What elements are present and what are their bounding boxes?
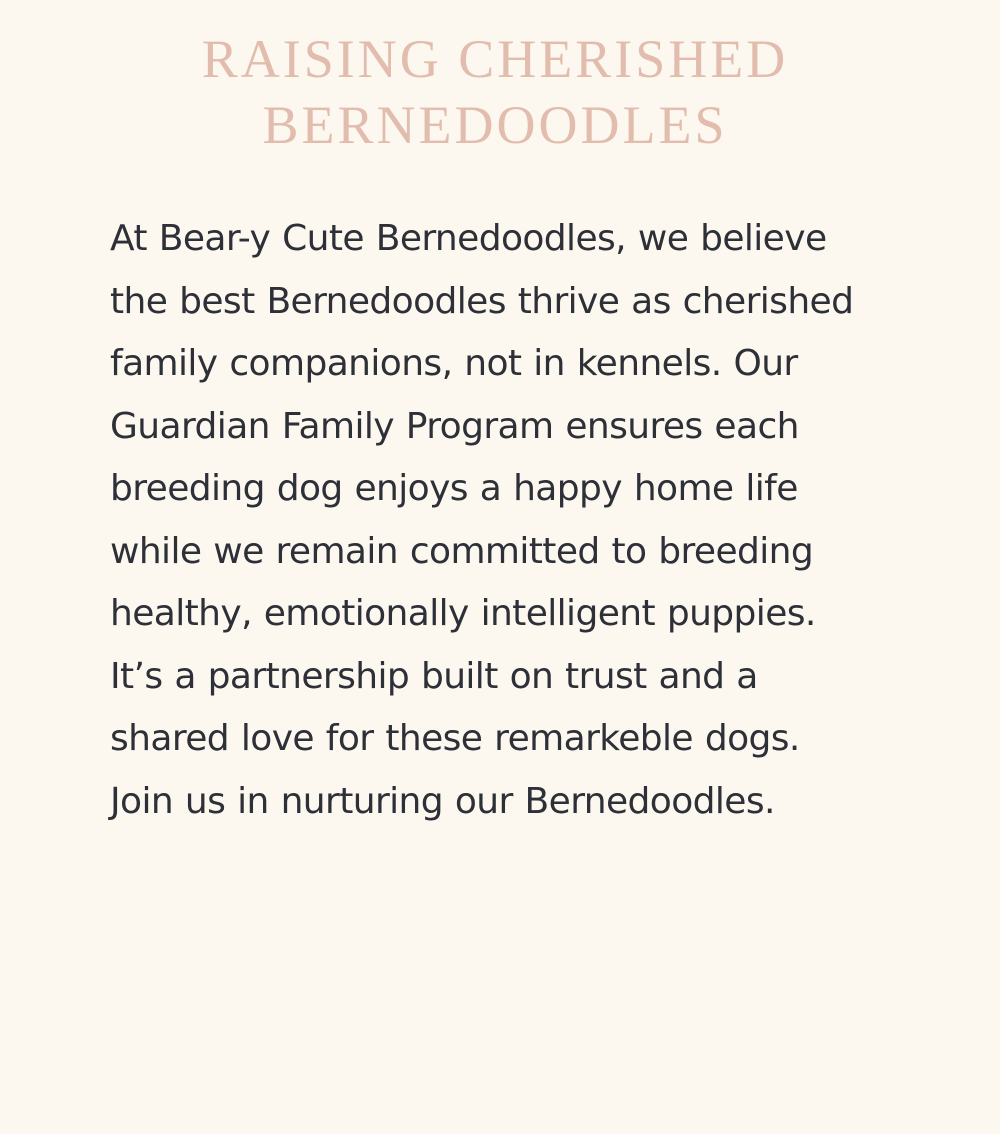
paragraph-line: At Bear-y Cute Bernedoodles, we believe: [110, 218, 827, 259]
paragraph-line: Guardian Family Program ensures each: [110, 405, 799, 447]
title-line-2: BERNEDOODLES: [262, 95, 728, 155]
paragraph-line: It’s a partnership built on trust and a: [110, 655, 758, 697]
paragraph-line: breeding dog enjoys a happy home life: [110, 468, 798, 509]
paragraph-line: Join us in nurturing our Bernedoodles.: [110, 780, 775, 822]
paragraph-line: while we remain committed to breeding: [110, 530, 814, 572]
paragraph-line: the best Bernedoodles thrive as cherished: [110, 280, 854, 322]
page-title: [0, 26, 990, 158]
paragraph-line: family companions, not in kennels. Our: [110, 343, 798, 384]
title-line-1: RAISING CHERISHED: [201, 29, 789, 89]
intro-paragraph: [110, 208, 930, 833]
paragraph-line: healthy, emotionally intelligent puppies.: [110, 593, 816, 634]
paragraph-line: shared love for these remarkeble dogs.: [110, 718, 800, 759]
